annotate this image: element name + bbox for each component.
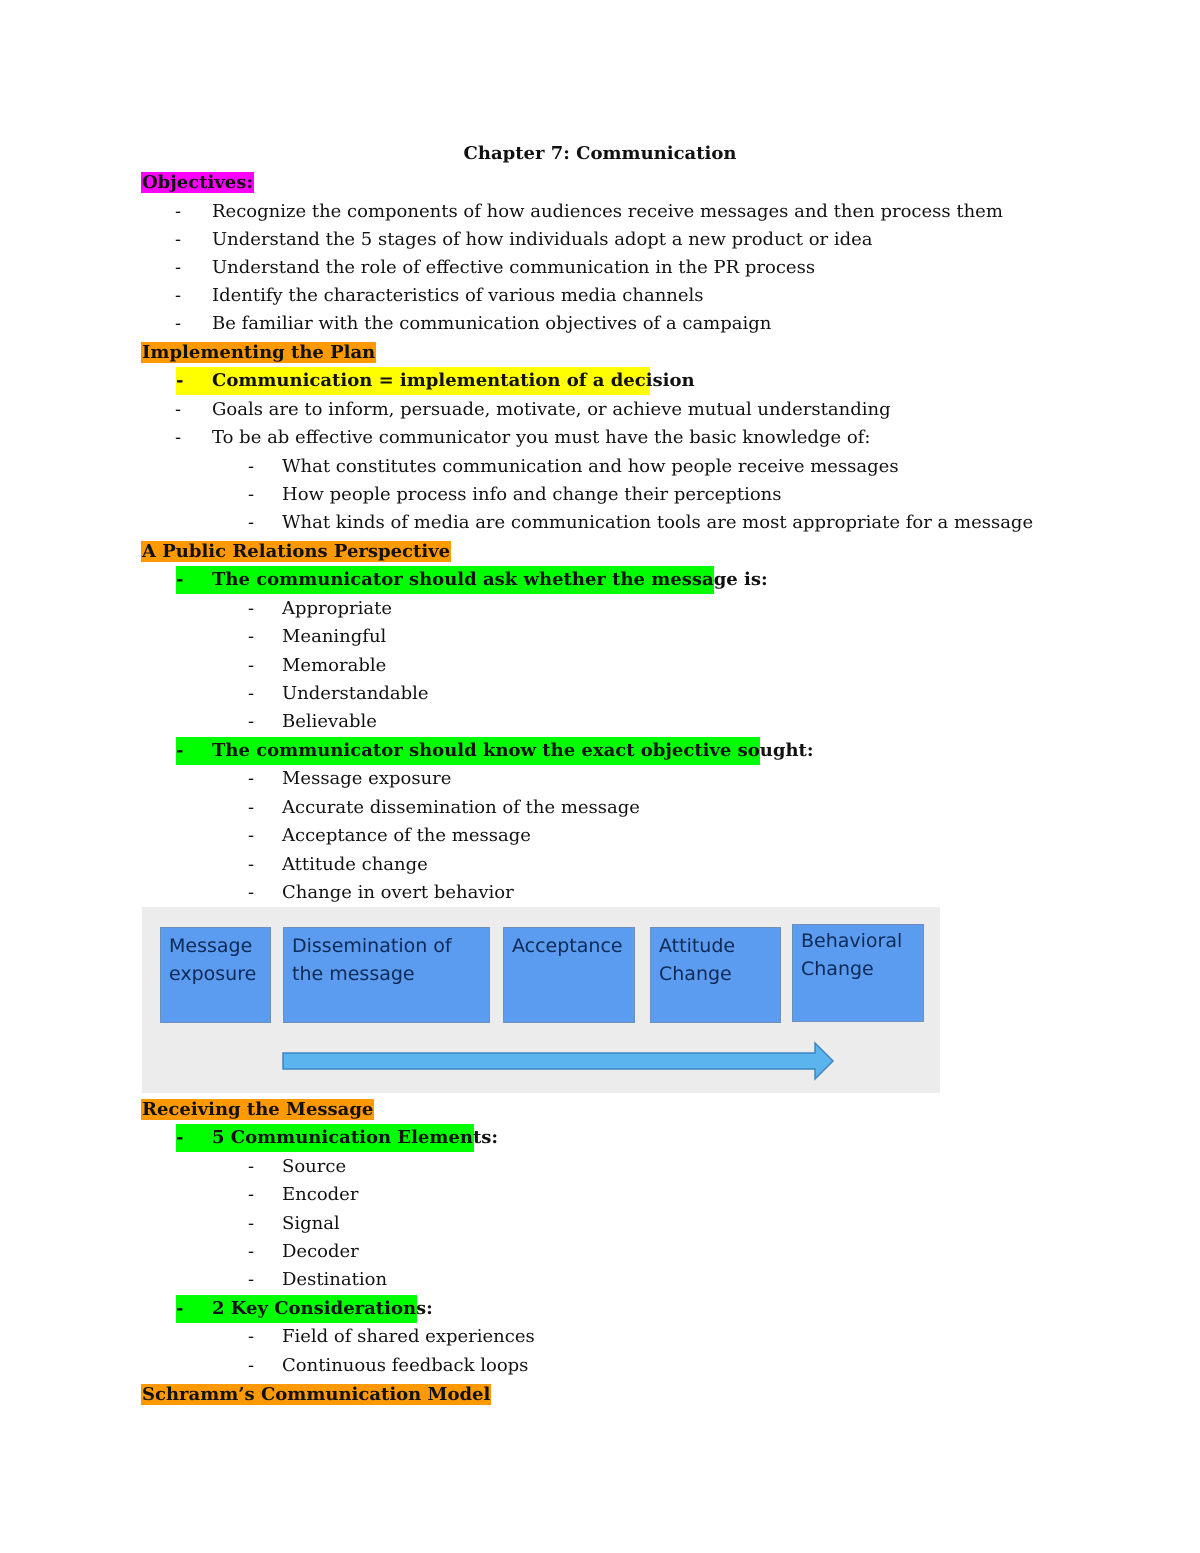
- pr-perspective-heading: [141, 538, 451, 566]
- objectives-heading: [141, 169, 254, 197]
- list-item-text: Attitude change: [282, 854, 428, 875]
- step-label: Attitude: [659, 935, 736, 957]
- bullet-dash: -: [248, 1269, 255, 1290]
- list-item-text: Believable: [282, 711, 377, 732]
- step-attitude-change: [650, 927, 781, 1023]
- list-item-text: Appropriate: [282, 598, 392, 619]
- list-item-text: Destination: [282, 1269, 388, 1290]
- bullet-dash: -: [175, 285, 182, 306]
- bullet-dash: -: [248, 1326, 255, 1347]
- list-item-text: Accurate dissemination of the message: [282, 797, 640, 818]
- ask-label: The communicator should ask whether the message is:: [212, 569, 768, 590]
- step-dissemination: [283, 927, 490, 1023]
- list-item-text: Field of shared experiences: [282, 1326, 535, 1347]
- bullet-dash: -: [175, 399, 182, 420]
- bullet-dash: -: [176, 740, 184, 761]
- highlight-banner: [176, 367, 695, 395]
- list-item-text: Message exposure: [282, 768, 452, 789]
- list-item-text: Identify the characteristics of various media channels: [212, 285, 704, 306]
- schramm-heading-text: Schramm’s Communication Model: [142, 1384, 491, 1405]
- receiving-heading-text: Receiving the Message: [142, 1099, 374, 1120]
- implementing-heading: [141, 339, 376, 367]
- list-item-text: What constitutes communication and how people receive messages: [282, 456, 899, 477]
- list-item-text: Change in overt behavior: [282, 882, 514, 903]
- bullet-dash: -: [248, 797, 255, 818]
- list-item-text: Memorable: [282, 655, 387, 676]
- bullet-dash: -: [248, 683, 255, 704]
- step-label: exposure: [169, 963, 257, 985]
- list-item-text: To be ab effective communicator you must have the basic knowledge of:: [212, 427, 871, 448]
- list-item-text: Understand the 5 stages of how individuals adopt a new product or idea: [212, 229, 873, 250]
- elements-banner: [176, 1124, 499, 1152]
- bullet-dash: -: [175, 313, 182, 334]
- objective-label: The communicator should know the exact objective sought:: [212, 740, 814, 761]
- bullet-dash: -: [248, 854, 255, 875]
- list-item-text: How people process info and change their perceptions: [282, 484, 782, 505]
- progress-arrow-icon: [282, 1041, 836, 1081]
- bullet-dash: -: [248, 626, 255, 647]
- step-label: the message: [292, 963, 415, 985]
- considerations-label: 2 Key Considerations:: [212, 1298, 433, 1319]
- objectives-heading-text: Objectives:: [142, 172, 254, 193]
- process-diagram: [142, 907, 940, 1093]
- bullet-dash: -: [176, 569, 184, 590]
- bullet-dash: -: [248, 1184, 255, 1205]
- bullet-dash: -: [248, 711, 255, 732]
- objective-banner: [176, 737, 814, 765]
- bullet-dash: -: [248, 1213, 255, 1234]
- bullet-dash: -: [248, 882, 255, 903]
- list-item-text: Be familiar with the communication objectives of a campaign: [212, 313, 772, 334]
- list-item-text: Understand the role of effective communication in the PR process: [212, 257, 816, 278]
- list-item-text: Signal: [282, 1213, 340, 1234]
- list-item-text: Understandable: [282, 683, 429, 704]
- bullet-dash: -: [248, 1355, 255, 1376]
- step-label: Message: [169, 935, 253, 957]
- bullet-dash: -: [248, 598, 255, 619]
- step-label: Behavioral: [801, 930, 903, 952]
- bullet-dash: -: [176, 1127, 184, 1148]
- pr-perspective-heading-text: A Public Relations Perspective: [142, 541, 451, 562]
- ask-banner: [176, 566, 768, 594]
- bullet-dash: -: [175, 201, 182, 222]
- implementing-heading-text: Implementing the Plan: [142, 342, 376, 363]
- bullet-dash: -: [248, 825, 255, 846]
- bullet-dash: -: [248, 484, 255, 505]
- step-label: Dissemination of: [292, 935, 452, 957]
- list-item-text: Recognize the components of how audiences receive messages and then process them: [212, 201, 1003, 222]
- bullet-dash: -: [248, 1156, 255, 1177]
- list-item-text: What kinds of media are communication tools are most appropriate for a message: [282, 512, 1034, 533]
- bullet-dash: -: [248, 655, 255, 676]
- step-message-exposure: [160, 927, 271, 1023]
- bullet-dash: -: [248, 512, 255, 533]
- bullet-dash: -: [176, 1298, 184, 1319]
- considerations-banner: [176, 1295, 433, 1323]
- bullet-dash: -: [248, 456, 255, 477]
- highlight-text: Communication = implementation of a decision: [212, 370, 695, 391]
- bullet-dash: -: [175, 257, 182, 278]
- list-item-text: Goals are to inform, persuade, motivate, or achieve mutual understanding: [212, 399, 891, 420]
- step-behavioral-change: [792, 924, 924, 1022]
- list-item-text: Continuous feedback loops: [282, 1355, 529, 1376]
- bullet-dash: -: [248, 768, 255, 789]
- bullet-dash: -: [175, 427, 182, 448]
- page-title: Chapter 7: Communication: [463, 143, 737, 164]
- list-item-text: Encoder: [282, 1184, 359, 1205]
- list-item-text: Source: [282, 1156, 347, 1177]
- elements-label: 5 Communication Elements:: [212, 1127, 499, 1148]
- step-acceptance: [503, 927, 635, 1023]
- step-label: Change: [801, 958, 874, 980]
- step-label: Change: [659, 963, 732, 985]
- receiving-heading: [141, 1096, 374, 1124]
- list-item-text: Acceptance of the message: [282, 825, 531, 846]
- bullet-dash: -: [248, 1241, 255, 1262]
- step-label: Acceptance: [512, 935, 623, 957]
- bullet-dash: -: [175, 229, 182, 250]
- bullet-dash: -: [176, 370, 184, 391]
- list-item-text: Meaningful: [282, 626, 387, 647]
- schramm-heading: [141, 1381, 491, 1409]
- list-item-text: Decoder: [282, 1241, 359, 1262]
